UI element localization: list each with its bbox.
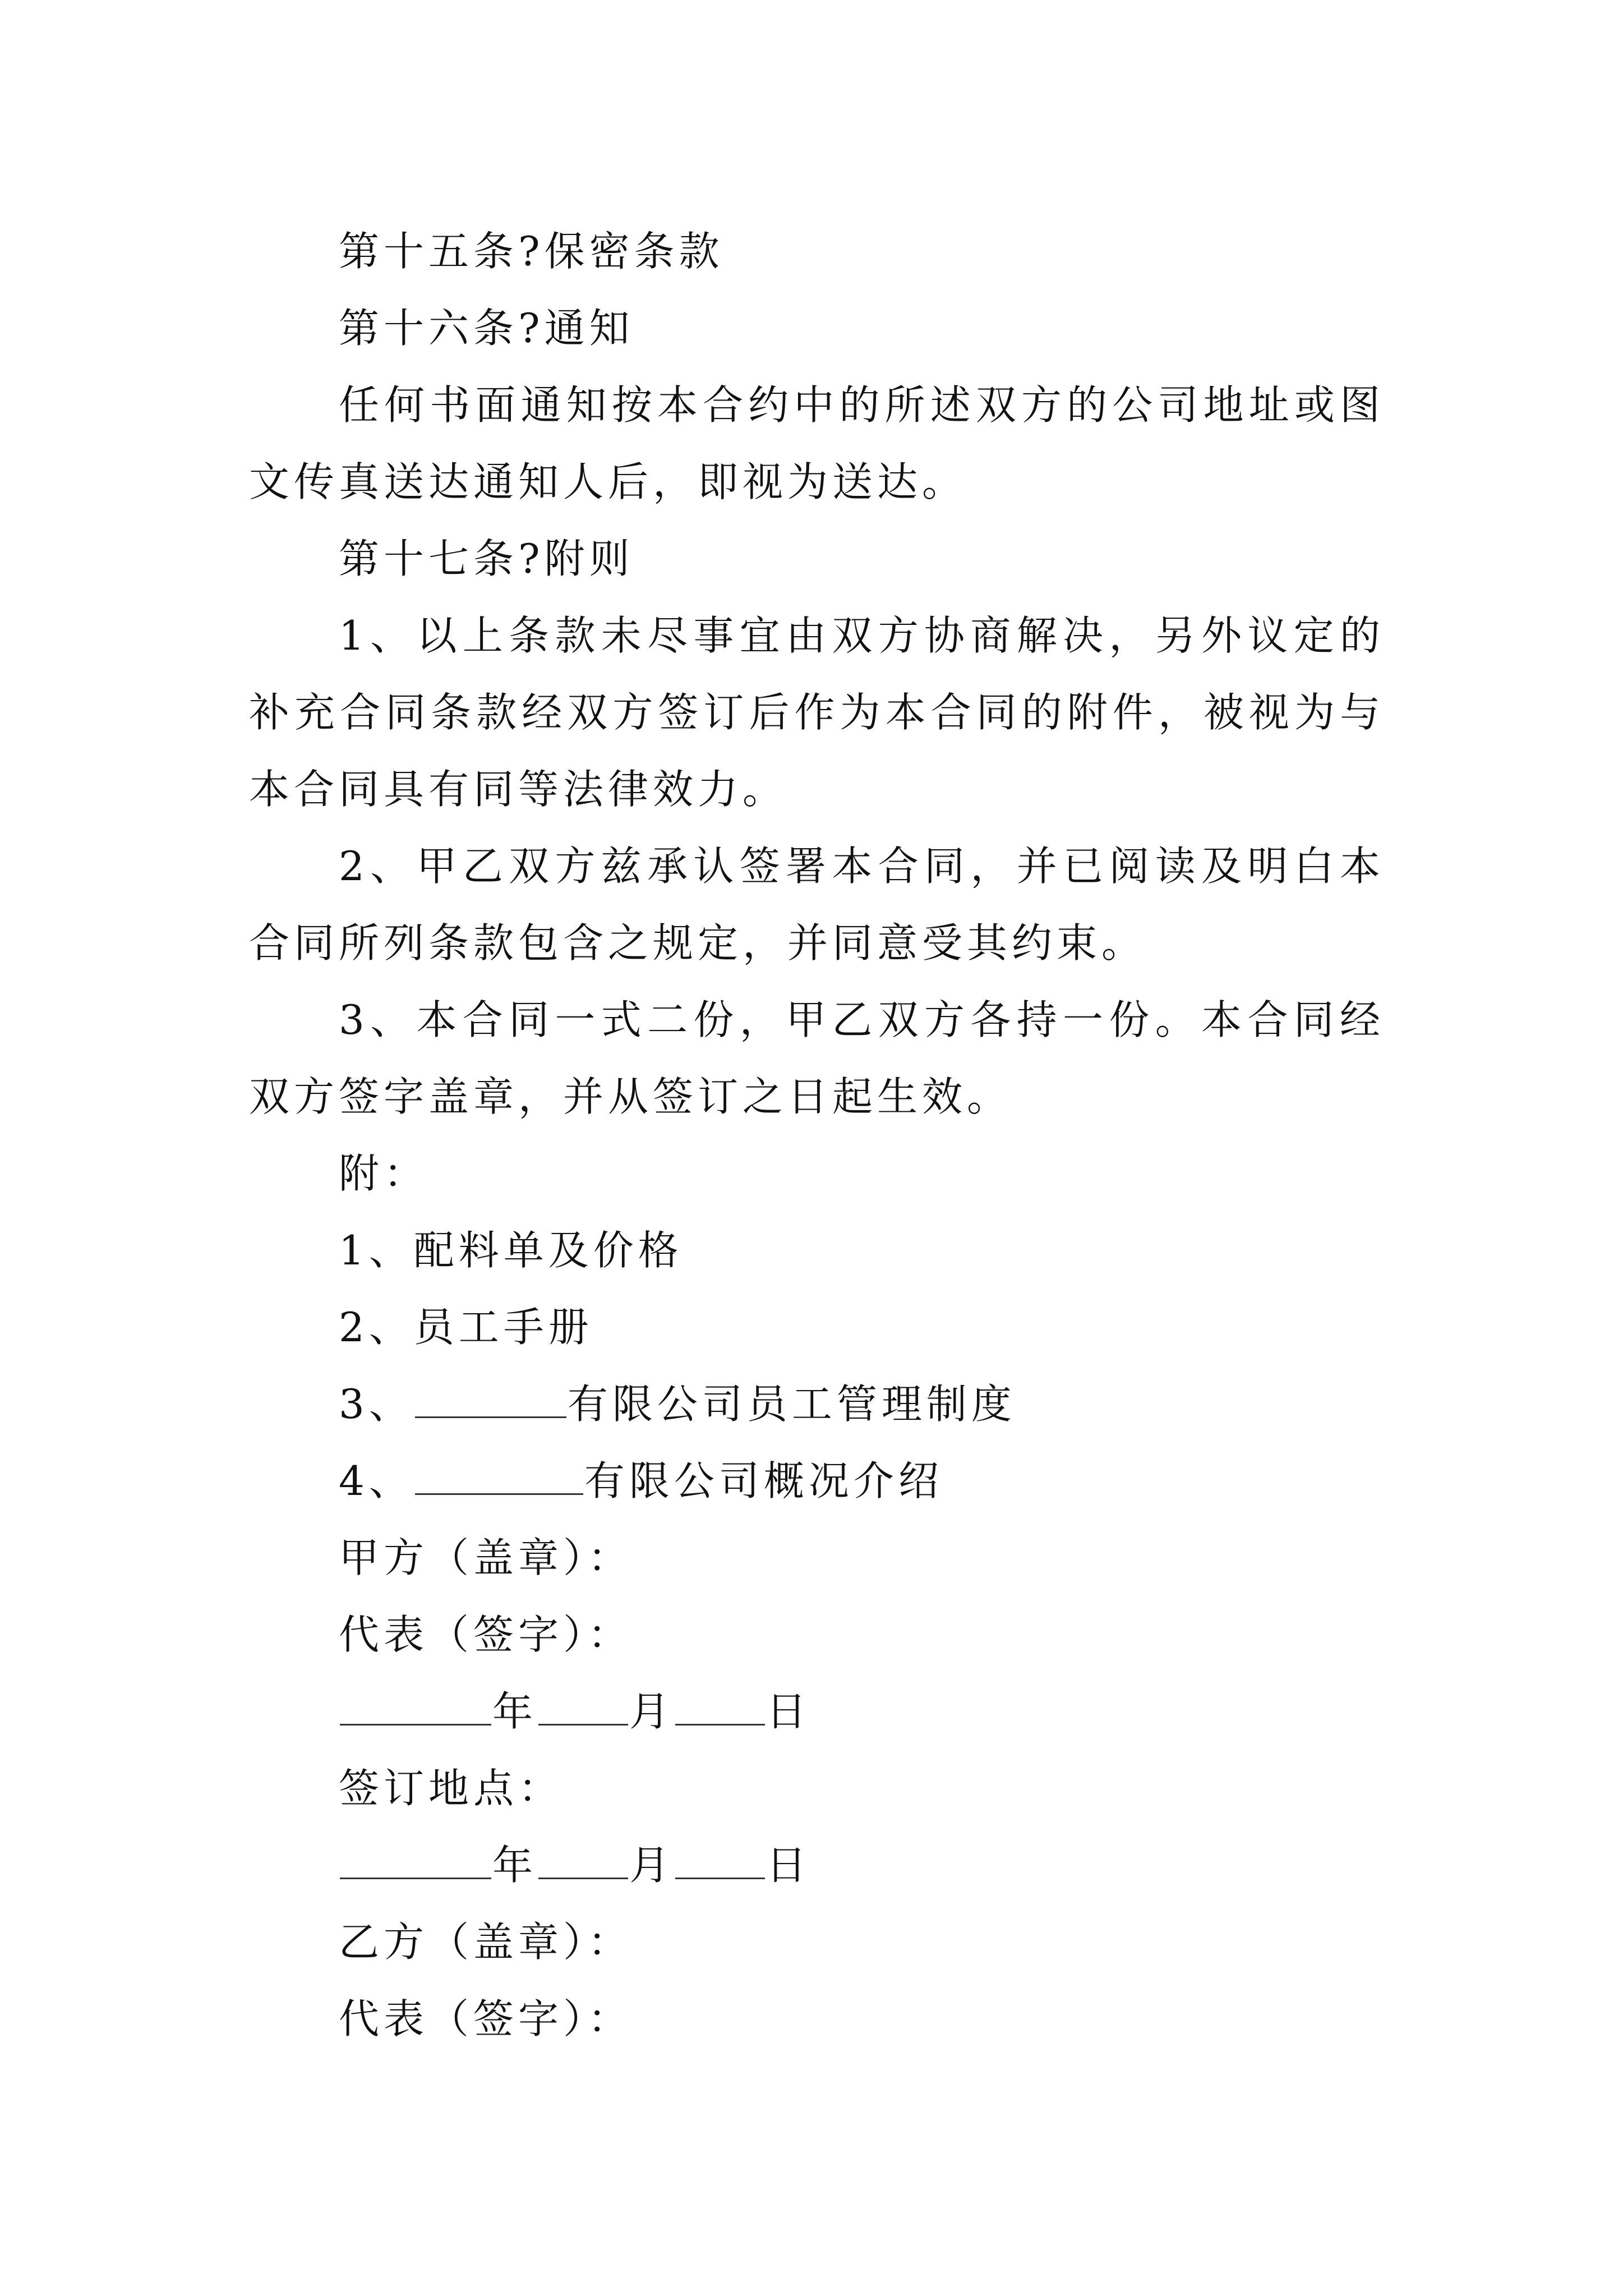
clause-1: 1、以上条款未尽事宜由双方协商解决，另外议定的补充合同条款经双方签订后作为本合同的附件，被视为与本合同具有同等法律效力。 xyxy=(249,612,1385,813)
company-name-blank-1 xyxy=(415,1377,566,1418)
date-line-2 xyxy=(249,1827,1385,1904)
article-15-heading: 第十五条?保密条款 xyxy=(339,228,724,275)
day-blank-2 xyxy=(675,1838,765,1879)
sign-place: 签订地点： xyxy=(339,1765,564,1812)
annex-item-2: 2、员工手册 xyxy=(339,1304,593,1351)
clause-2: 2、甲乙双方兹承认签署本合同，并已阅读及明白本合同所列条款包含之规定，并同意受其约束。 xyxy=(249,843,1385,967)
annex-item-3-number: 3、 xyxy=(339,1381,414,1428)
day-blank-1 xyxy=(675,1685,765,1726)
annex-item-4-number: 4、 xyxy=(339,1457,414,1504)
month-label-1: 月 xyxy=(629,1688,675,1735)
year-blank-1 xyxy=(340,1685,491,1726)
annex-item-3-text: 有限公司员工管理制度 xyxy=(567,1381,1016,1428)
month-label-2: 月 xyxy=(629,1842,675,1889)
party-a-representative: 代表（签字）： xyxy=(339,1611,633,1658)
annex-item-1: 1、配料单及价格 xyxy=(339,1227,683,1274)
day-label-2: 日 xyxy=(766,1842,811,1889)
day-label-1: 日 xyxy=(766,1688,811,1735)
annex-item-4 xyxy=(249,1443,1385,1520)
company-name-blank-2 xyxy=(415,1454,583,1495)
clause-3: 3、本合同一式二份，甲乙双方各持一份。本合同经双方签字盖章，并从签订之日起生效。 xyxy=(249,996,1385,1120)
party-a-seal: 甲方（盖章）： xyxy=(339,1534,633,1581)
annex-item-3 xyxy=(249,1366,1385,1443)
document-body xyxy=(249,213,1385,2058)
annex-item-4-text: 有限公司概况介绍 xyxy=(584,1457,943,1504)
article-16-heading: 第十六条?通知 xyxy=(339,305,634,352)
year-label-1: 年 xyxy=(492,1688,538,1735)
article-17-heading: 第十七条?附则 xyxy=(339,535,634,582)
month-blank-1 xyxy=(538,1685,628,1726)
year-label-2: 年 xyxy=(492,1842,538,1889)
month-blank-2 xyxy=(538,1838,628,1879)
party-b-representative: 代表（签字）： xyxy=(339,1995,633,2042)
date-line-1 xyxy=(249,1673,1385,1750)
year-blank-2 xyxy=(340,1838,491,1879)
article-16-body: 任何书面通知按本合约中的所述双方的公司地址或图文传真送达通知人后，即视为送达。 xyxy=(249,381,1385,505)
annex-title: 附： xyxy=(339,1150,429,1197)
party-b-seal: 乙方（盖章）： xyxy=(339,1918,633,1966)
